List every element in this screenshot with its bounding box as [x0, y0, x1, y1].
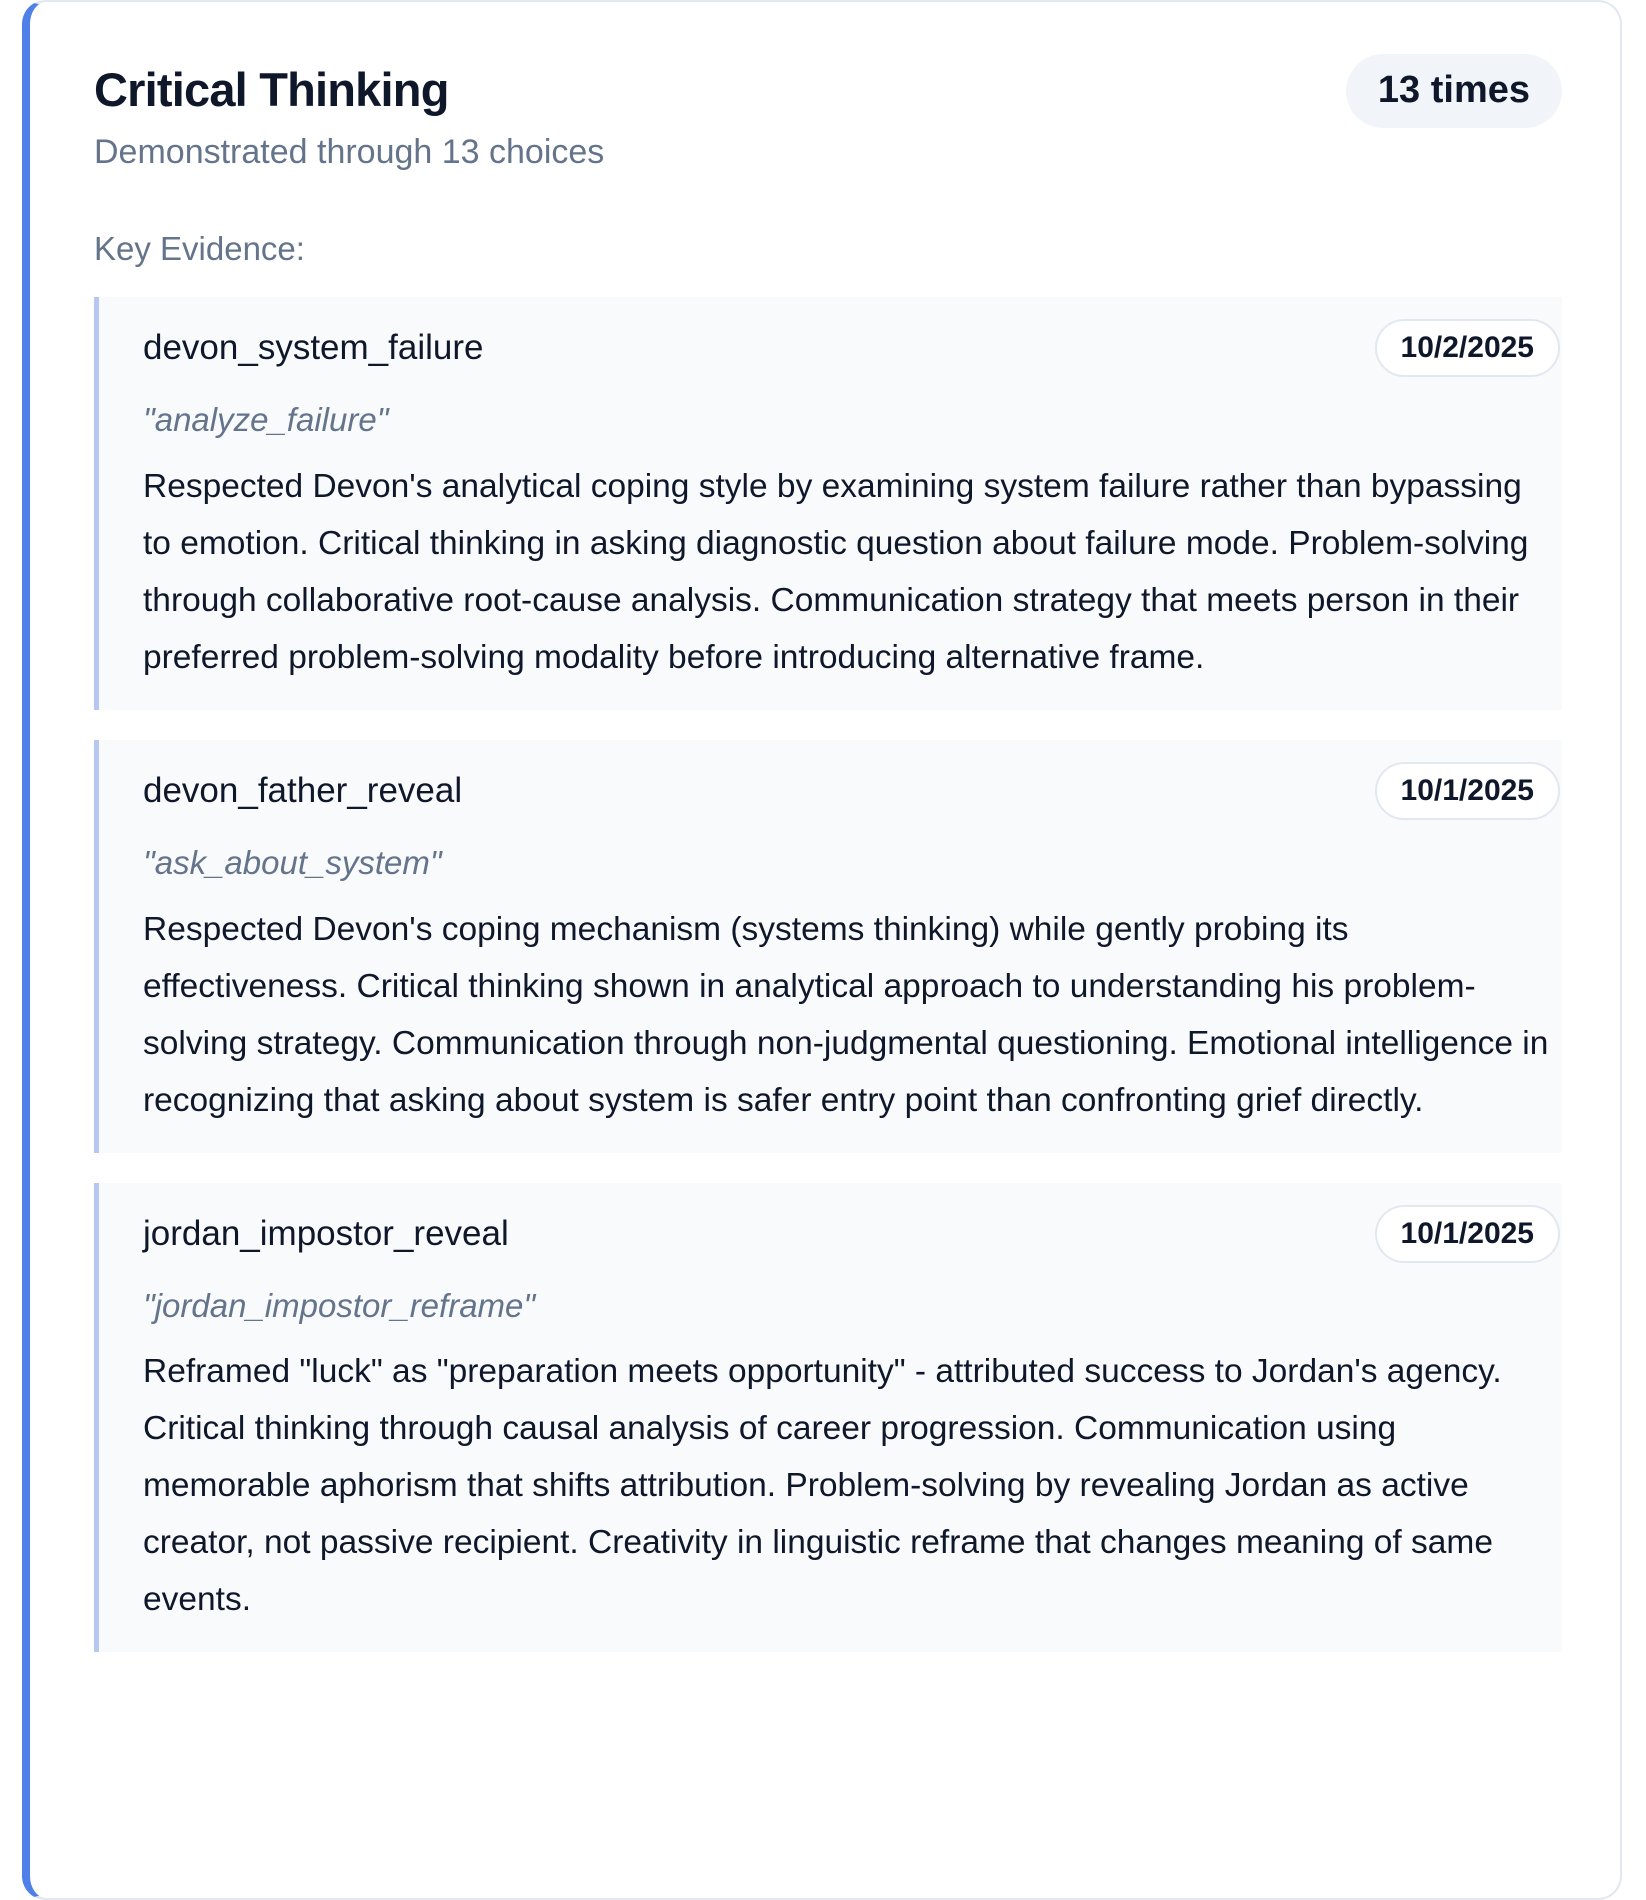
evidence-item-header — [143, 1205, 1560, 1263]
skill-card-header — [94, 62, 1562, 173]
evidence-item — [94, 740, 1562, 1153]
evidence-description: Respected Devon's coping mechanism (systems thinking) while gently probing its effectiveness. Critical thinking shown in analytical approach to understanding his problem-solving strategy. Communication through non-judgmental questioning. Emotional intelligence in recognizing that asking about system is safer entry point than confronting grief directly. — [143, 910, 1549, 1119]
skill-card — [22, 0, 1622, 1900]
evidence-description: Reframed "luck" as "preparation meets opportunity" - attributed success to Jordan's agency. Critical thinking through causal analysis of career progression. Communication using memorable aphorism that shifts attribution. Problem-solving by revealing Jordan as active creator, not passive recipient. Creativity in linguistic reframe that changes meaning of same events. — [143, 1353, 1502, 1619]
evidence-date-badge: 10/2/2025 — [1375, 319, 1560, 377]
evidence-scene-name: devon_father_reveal — [143, 770, 463, 810]
skill-subtitle: Demonstrated through 13 choices — [94, 133, 605, 172]
evidence-item-header — [143, 762, 1560, 820]
evidence-item-header — [143, 319, 1560, 377]
evidence-heading: Key Evidence: — [94, 230, 305, 268]
skill-heading-group — [94, 62, 604, 173]
evidence-item — [94, 1183, 1562, 1653]
evidence-description: Respected Devon's analytical coping style by examining system failure rather than bypassing to emotion. Critical thinking in asking diagnostic question about failure mode. Problem-solving through collaborative root-cause analysis. Communication strategy that meets person in their preferred problem-solving modality before introducing alternative frame. — [143, 467, 1529, 676]
evidence-list — [94, 297, 1562, 1653]
skill-title: Critical Thinking — [94, 63, 449, 116]
evidence-choice-quote: "jordan_impostor_reframe" — [143, 1286, 536, 1324]
evidence-choice-quote: "analyze_failure" — [143, 400, 389, 438]
evidence-scene-name: devon_system_failure — [143, 328, 484, 368]
count-badge: 13 times — [1346, 54, 1562, 128]
evidence-date-badge: 10/1/2025 — [1375, 762, 1560, 820]
evidence-scene-name: jordan_impostor_reveal — [143, 1213, 509, 1253]
evidence-item — [94, 297, 1562, 710]
evidence-choice-quote: "ask_about_system" — [143, 843, 442, 881]
evidence-date-badge: 10/1/2025 — [1375, 1205, 1560, 1263]
